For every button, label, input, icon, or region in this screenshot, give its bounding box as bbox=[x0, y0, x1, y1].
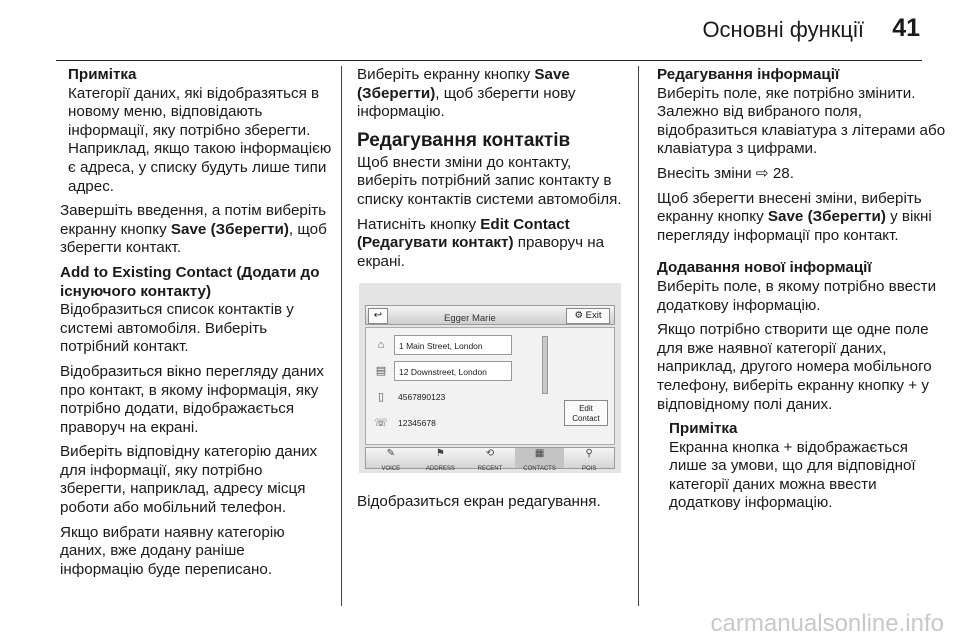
list-item: 12 Downstreet, London bbox=[394, 361, 512, 381]
paragraph: Виберіть поле, яке потрібно змінити. Залежно від вибраного поля, відобразиться клавіатура з літерами або клавіатура з цифрами. bbox=[657, 84, 946, 158]
list-item: 4567890123 bbox=[398, 392, 446, 403]
office-icon: ▤ bbox=[375, 365, 387, 378]
header-divider bbox=[56, 60, 922, 61]
nav-label: CONTACTS bbox=[523, 466, 556, 473]
button-label: Save (Зберегти) bbox=[170, 220, 289, 238]
column-divider-2 bbox=[638, 66, 639, 606]
note-text bbox=[669, 439, 947, 513]
poi-icon: ⚲ bbox=[585, 448, 593, 460]
nav-contacts bbox=[515, 448, 565, 473]
nav-label: POIS bbox=[582, 466, 597, 473]
contact-name: Egger Marie bbox=[444, 313, 496, 325]
exit-button: ⚙ Exit bbox=[566, 308, 610, 324]
nav-label: RECENT bbox=[477, 466, 503, 473]
section-title: Редагування інформації bbox=[657, 66, 840, 83]
note-box bbox=[657, 420, 947, 513]
contacts-icon: ▦ bbox=[534, 448, 545, 460]
text: Екранна кнопка bbox=[669, 438, 784, 456]
paragraph bbox=[60, 202, 332, 258]
nav-label: VOICE bbox=[381, 466, 401, 473]
section-heading: Редагування контактів bbox=[357, 129, 571, 151]
text: у відповідному полі даних. bbox=[657, 376, 929, 413]
exit-label: Exit bbox=[585, 310, 602, 322]
list-item: 1 Main Street, London bbox=[394, 335, 512, 355]
page-number: 41 bbox=[892, 14, 920, 42]
list-item: 12345678 bbox=[398, 418, 436, 429]
section-title: Add to Existing Contact (Додати до існуючого контакту) bbox=[60, 263, 320, 300]
paragraph: Відобразиться список контактів у системі автомобіля. Виберіть потрібний контакт. bbox=[60, 301, 294, 356]
page-ref-icon: ⇨ bbox=[755, 164, 769, 182]
screen-title-bar bbox=[365, 305, 615, 325]
text: у вікні перегляду інформації про контакт. bbox=[657, 208, 932, 244]
nav-recent bbox=[465, 448, 515, 473]
note-title: Примітка bbox=[68, 66, 137, 83]
text: Виберіть екранну кнопку bbox=[357, 66, 535, 83]
note-text: Категорії даних, які відобразяться в новому меню, відповідають інформації, яку потрібно зберегти. Наприклад, якщо такою інформацією є адреса, у списку будуть лише типи адрес. bbox=[68, 84, 332, 195]
right-column bbox=[657, 66, 947, 519]
button-label: Save (Зберегти) bbox=[767, 208, 886, 226]
button-label: Save (Зберегти) bbox=[357, 66, 570, 102]
mobile-phone-icon: ▯ bbox=[377, 391, 385, 404]
page-ref: 28. bbox=[772, 164, 794, 182]
nav-pois bbox=[564, 448, 614, 473]
text: Якщо потрібно створити ще одне поле для вже наявної категорії даних, наприклад, другого номера мобільного телефону, виберіть екранну кнопку bbox=[657, 321, 932, 394]
scrollbar bbox=[542, 336, 548, 394]
screenshot-caption: Відобразиться екран редагування. bbox=[357, 493, 601, 511]
text: праворуч на екрані. bbox=[357, 234, 605, 270]
phone-icon: ☏ bbox=[374, 417, 388, 430]
button-label: Edit Contact (Редагувати контакт) bbox=[357, 215, 570, 252]
text: , щоб зберегти нову інформацію. bbox=[357, 84, 576, 121]
paragraph bbox=[357, 66, 627, 122]
plus-icon: + bbox=[908, 376, 918, 394]
screen-nav-bar bbox=[365, 447, 615, 473]
edit-contact-button bbox=[564, 400, 608, 426]
infotainment-screenshot bbox=[359, 283, 621, 473]
paragraph: Відобразиться вікно перегляду даних про контакт, в якому інформація, яку потрібно додати, відображається праворуч на екрані. bbox=[60, 362, 325, 436]
text: Щоб зберегти внесені зміни, виберіть екранну кнопку bbox=[657, 189, 922, 226]
note-title: Примітка bbox=[669, 420, 738, 438]
page-header bbox=[0, 0, 960, 62]
section-title: Додавання нової інформації bbox=[657, 259, 872, 277]
nav-voice bbox=[366, 448, 416, 473]
voice-icon: ✎ bbox=[386, 448, 395, 460]
back-icon: ↩ bbox=[368, 308, 388, 324]
text: , щоб зберегти контакт. bbox=[60, 220, 327, 257]
column-divider-1 bbox=[341, 66, 342, 606]
paragraph: Виберіть відповідну категорію даних для інформації, яку потрібно зберегти, наприклад, адресу місця роботи або мобільний телефон. bbox=[60, 443, 318, 517]
middle-column bbox=[357, 66, 627, 518]
nav-label: ADDRESS bbox=[425, 466, 455, 473]
note-box bbox=[60, 66, 332, 196]
text: відображається лише за умови, що для відповідної категорії даних можна ввести додаткову інформацію. bbox=[669, 438, 916, 512]
paragraph: Якщо вибрати наявну категорію даних, вже додану раніше інформацію буде переписано. bbox=[60, 523, 285, 578]
paragraph bbox=[657, 190, 947, 246]
nav-address bbox=[416, 448, 466, 473]
plus-icon: + bbox=[783, 438, 793, 456]
edit-label: Edit bbox=[579, 404, 593, 414]
edit-label: Contact bbox=[572, 414, 600, 424]
text: Внесіть зміни bbox=[657, 164, 756, 182]
flag-icon: ⚑ bbox=[435, 448, 445, 460]
left-column bbox=[60, 66, 332, 585]
paragraph bbox=[657, 165, 947, 184]
paragraph bbox=[657, 321, 947, 414]
paragraph: Щоб внести зміни до контакту, виберіть потрібний запис контакту в списку контактів системи автомобіля. bbox=[357, 153, 622, 208]
spacer bbox=[657, 251, 947, 259]
chapter-title: Основні функції bbox=[702, 17, 864, 42]
text: Завершіть введення, а потім виберіть екранну кнопку bbox=[60, 202, 327, 238]
watermark: carmanualsonline.info bbox=[710, 610, 944, 637]
home-icon: ⌂ bbox=[377, 339, 385, 352]
contact-details-list bbox=[365, 327, 615, 445]
text: Натисніть кнопку bbox=[357, 215, 481, 233]
paragraph: Виберіть поле, в якому потрібно ввести додаткову інформацію. bbox=[657, 277, 937, 314]
recent-icon: ⟲ bbox=[485, 448, 495, 460]
paragraph bbox=[357, 216, 627, 272]
